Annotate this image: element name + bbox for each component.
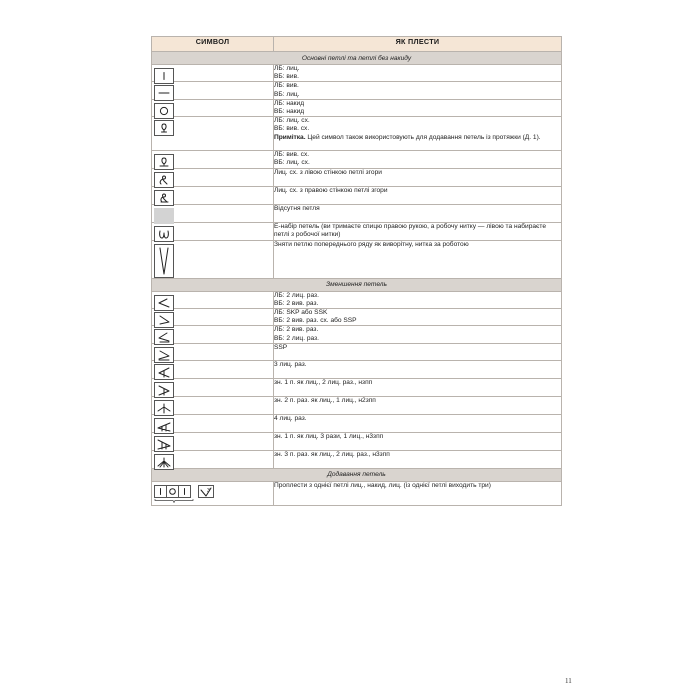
symbol-cell [152,432,274,450]
symbol-cell [152,168,274,186]
instruction-line: зн. 2 п. раз. як лиц., 1 лиц., н2зпп [274,396,376,404]
instruction-line: ВБ: 2 вив. раз. [274,299,319,307]
symbol-cell [152,117,274,151]
instruction-line: ЛБ: вив. [274,82,299,90]
instruction-line: ЛБ: лиц. [274,65,300,72]
symbol-cell [152,82,274,99]
table-row [152,309,562,326]
table-row [152,65,562,82]
symbol-cell [152,186,274,204]
instruction-cell [274,378,562,396]
table-row [152,481,562,505]
instruction-cell [274,151,562,168]
instruction-line: Е-набір петель (ви тримаєте спицю правою рукою, а робочу нитку — лівою та набираєте петлі з робочої нитки) [274,222,547,238]
symbol-cell [152,450,274,468]
instruction-cell [274,186,562,204]
symbol-cell [152,222,274,240]
section-header-row [152,52,562,65]
symbol-cell [152,99,274,116]
instruction-line: ВБ: лиц. сх. [274,159,310,167]
table-row [152,117,562,151]
symbol-cell [152,343,274,360]
instruction-line: ЛБ: SKP або SSK [274,309,328,317]
table-row [152,82,562,99]
table-row [152,186,562,204]
symbol-cell [152,481,274,505]
knit-twisted-icon [154,120,174,136]
instruction-cell [274,450,562,468]
instruction-line: 4 лиц. раз. [274,414,307,422]
instruction-line: 3 лиц. раз. [274,360,307,368]
instruction-line: ВБ: вив. [274,73,299,81]
group-brace-icon [154,499,194,503]
instruction-line: зн. 3 п. раз. як лиц., 2 лиц. раз., н3зпп [274,450,390,458]
column-header-how-to-knit: ЯК ПЛЕСТИ [274,37,562,52]
instruction-cell [274,117,562,151]
instruction-cell [274,481,562,505]
section-title: Додавання петель [152,468,562,481]
table-row [152,151,562,168]
instruction-line [274,134,561,142]
instruction-cell [274,240,562,278]
instruction-cell [274,360,562,378]
symbol-cell [152,240,274,278]
section-title: Основні петлі та петлі без накиду [152,52,562,65]
column-header-symbol: СИМВОЛ [152,37,274,52]
symbol-cell [152,396,274,414]
instruction-line: Лиц. сх. з правою стінкою петлі згори [274,186,388,194]
instruction-line: SSP [274,343,288,351]
instruction-line: ВБ: накид [274,108,305,116]
instruction-cell [274,65,562,82]
symbol-cell [152,414,274,432]
instruction-cell [274,291,562,308]
table-row [152,432,562,450]
table-row [152,360,562,378]
instruction-line: ВБ: вив. сх. [274,125,310,133]
instruction-line: ЛБ: 2 вив. раз. [274,326,319,334]
s3k2p-icon [154,454,174,470]
instruction-line: зн. 1 п. як лиц., 2 лиц. раз., нзпп [274,378,373,386]
note-label: Примітка. [274,133,306,141]
symbol-cell [152,151,274,168]
table-row [152,378,562,396]
note-text: Цей символ також використовують для додавання петель із протяжки (Д. 1). [305,133,541,141]
page-number: 11 [565,677,572,685]
table-row [152,204,562,222]
instruction-cell [274,168,562,186]
instruction-line: Лиц. сх. з лівою стінкою петлі згори [274,168,382,176]
table-row [152,326,562,343]
table-header-row [152,37,562,52]
instruction-cell [274,343,562,360]
instruction-line: Відсутня петля [274,204,320,212]
symbol-cell [152,326,274,343]
section-title: Зменшення петель [152,278,562,291]
table-row [152,414,562,432]
table-row [152,99,562,116]
symbol-cell [152,378,274,396]
table-row [152,396,562,414]
slip-stitch-icon [154,244,174,278]
instruction-cell [274,414,562,432]
symbol-cell [152,309,274,326]
instruction-line: зн. 1 п. як лиц. 3 рази, 1 лиц., н3зпп [274,432,384,440]
table-row [152,222,562,240]
table-row [152,343,562,360]
table-row [152,291,562,308]
symbol-cell [152,204,274,222]
instruction-line: ЛБ: вив. сх. [274,151,310,159]
symbol-cell [152,360,274,378]
instruction-line: ВБ: 2 вив. раз. сх. або SSP [274,317,357,325]
instruction-cell [274,82,562,99]
instruction-line: ЛБ: 2 лиц. раз. [274,291,319,299]
k1-yo-k1-icon [154,485,213,498]
instruction-cell [274,326,562,343]
symbol-cell [152,65,274,82]
instruction-line: ВБ: 2 лиц. раз. [274,334,319,342]
symbol-legend-table [151,36,562,506]
section-header-row [152,468,562,481]
instruction-cell [274,222,562,240]
instruction-line: ЛБ: лиц. сх. [274,117,310,125]
instruction-line: Проплести з однієї петлі лиц., накид, лиц. (із однієї петлі виходить три) [274,481,491,489]
table-row [152,450,562,468]
table-row [152,168,562,186]
instruction-line: Зняти петлю попереднього ряду як виворітну, нитка за роботою [274,240,469,248]
instruction-cell [274,432,562,450]
instruction-cell [274,309,562,326]
instruction-cell [274,396,562,414]
instruction-line: ВБ: лиц. [274,90,300,98]
instruction-cell [274,99,562,116]
symbol-cell [152,291,274,308]
instruction-line: ЛБ: накид [274,99,305,107]
increase-count-label: 3 [207,487,210,494]
table-row [152,240,562,278]
section-header-row [152,278,562,291]
instruction-cell [274,204,562,222]
